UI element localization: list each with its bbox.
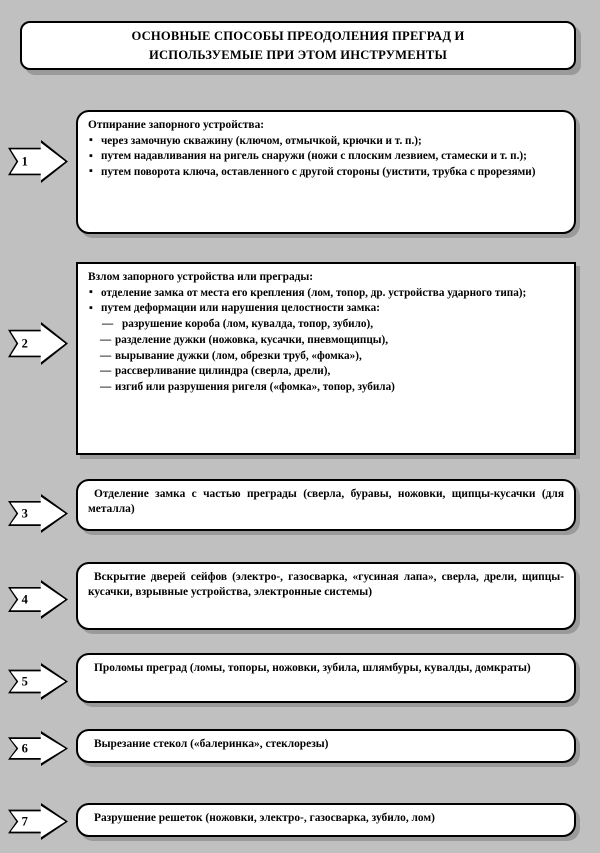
arrow-marker-1: [8, 140, 68, 183]
arrow-marker-3: [8, 494, 68, 533]
block-1: [76, 110, 576, 234]
page-title: [121, 27, 474, 64]
arrow-number-5: 5: [21, 674, 28, 688]
page-title-box: [20, 21, 576, 70]
list-item: — разрушение короба (лом, кувалда, топор, зубило),: [88, 317, 564, 332]
arrow-marker-4: [8, 580, 68, 619]
arrow-marker-6: [8, 731, 68, 766]
block-2-heading: Взлом запорного устройства или преграды:: [88, 271, 314, 283]
list-item: — разделение дужки (ножовка, кусачки, пневмощипцы),: [88, 333, 564, 348]
arrow-marker-5: [8, 663, 68, 700]
list-item: — изгиб или разрушения ригеля («фомка», топор, зубила): [88, 380, 564, 395]
block-2-dash-list: [88, 317, 564, 395]
arrow-number-3: 3: [21, 506, 28, 520]
list-item: — рассверливание цилиндра (сверла, дрели),: [88, 364, 564, 379]
arrow-marker-7: [8, 803, 68, 840]
page-title-line-2: ИСПОЛЬЗУЕМЫЕ ПРИ ЭТОМ ИНСТРУМЕНТЫ: [148, 47, 448, 62]
block-5-text: Проломы преград (ломы, топоры, ножовки, зубила, шлямбуры, кувалды, домкраты): [94, 662, 531, 674]
arrow-marker-2: [8, 322, 68, 365]
list-item: ▪ путем поворота ключа, оставленного с другой стороны (уистити, трубка с прорезями): [88, 165, 564, 180]
arrow-number-6: 6: [21, 741, 28, 755]
block-3-text: Отделение замка с частью преграды (сверла, буравы, ножовки, щипцы-кусачки (для металла): [88, 488, 564, 516]
page-title-line-1: ОСНОВНЫЕ СПОСОБЫ ПРЕОДОЛЕНИЯ ПРЕГРАД И: [131, 29, 465, 44]
list-item: ▪ отделение замка от места его крепления (лом, топор, др. устройства ударного типа);: [88, 286, 564, 301]
list-item: ▪ путем деформации или нарушения целостности замка:: [88, 301, 564, 316]
block-3: [76, 479, 576, 531]
list-item: — вырывание дужки (лом, обрезки труб, «фомка»),: [88, 349, 564, 364]
block-7-text: Разрушение решеток (ножовки, электро-, газосварка, зубило, лом): [94, 812, 435, 824]
block-4-text: Вскрытие дверей сейфов (электро-, газосварка, «гусиная лапа», сверла, дрели, щипцы-кусачки, взрывные устройства, электронные системы): [88, 571, 564, 599]
list-item: ▪ путем надавливания на ригель снаружи (ножи с плоским лезвием, стамески и т. п.);: [88, 149, 564, 164]
arrow-number-2: 2: [21, 336, 28, 350]
arrow-number-7: 7: [21, 814, 28, 828]
arrow-number-4: 4: [21, 592, 28, 606]
block-6: [76, 729, 576, 763]
list-item: ▪ через замочную скважину (ключом, отмычкой, крючки и т. п.);: [88, 134, 564, 149]
block-5: [76, 653, 576, 703]
block-2-bullet-list: [88, 286, 564, 316]
block-6-text: Вырезание стекол («балеринка», стеклорезы): [94, 738, 329, 750]
block-1-bullet-list: [88, 134, 564, 180]
arrow-number-1: 1: [21, 154, 28, 168]
block-4: [76, 562, 576, 630]
block-7: [76, 803, 576, 837]
block-1-heading: Отпирание запорного устройства:: [88, 119, 265, 131]
block-2: [76, 262, 576, 455]
